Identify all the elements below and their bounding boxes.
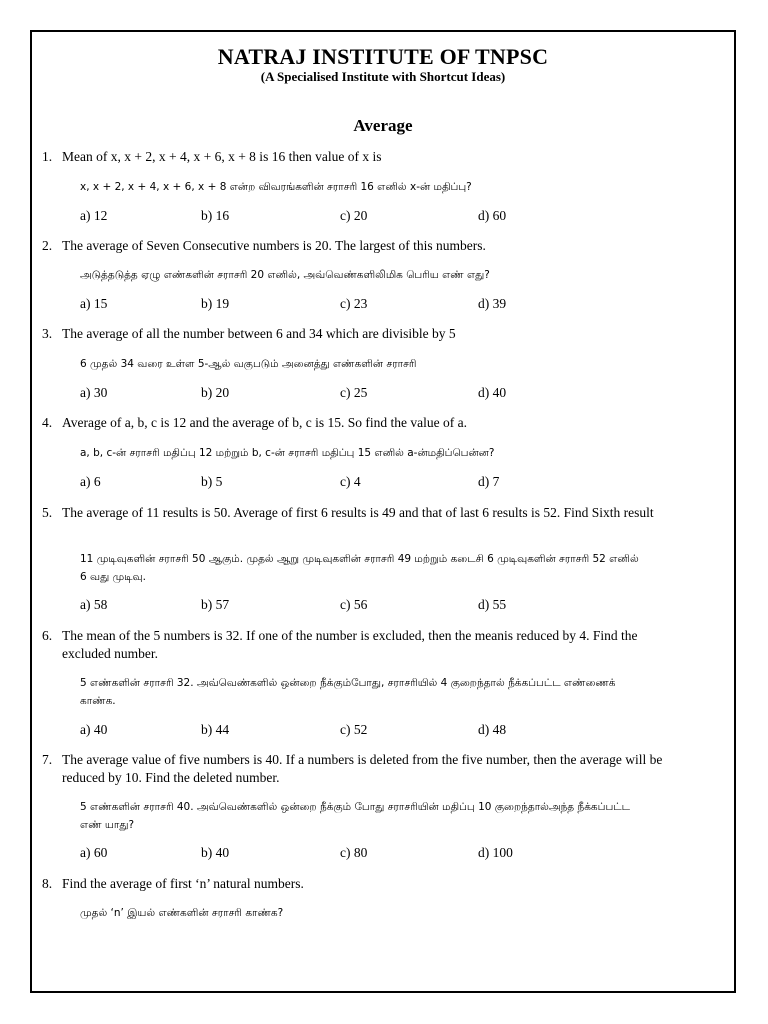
question-7 <box>42 751 684 787</box>
question-number: 5. <box>42 505 53 520</box>
question-1 <box>42 148 684 166</box>
question-7-options <box>80 845 680 863</box>
question-text-en: The average of 11 results is 50. Average of first 6 results is 49 and that of last 6 results is 52. Find Sixth result <box>62 505 654 520</box>
question-4-tamil: a, b, c-ன் சராசரி மதிப்பு 12 மற்றும் b, c-ன் சராசரி மதிப்பு 15 எனில் a-ன்மதிப்பென்ன? <box>80 447 495 459</box>
institute-subtitle: (A Specialised Institute with Shortcut Ideas) <box>260 69 506 84</box>
question-text-en: The average of all the number between 6 and 34 which are divisible by 5 <box>62 326 456 341</box>
option-c: c) 4 <box>340 474 361 489</box>
question-1-tamil: x, x + 2, x + 4, x + 6, x + 8 என்ற விவரங்களின் சராசரி 16 எனில் x-ன் மதிப்பு? <box>80 181 472 193</box>
question-text-en: Mean of x, x + 2, x + 4, x + 6, x + 8 is 16 then value of x is <box>62 149 382 164</box>
question-number: 7. <box>42 752 53 767</box>
option-a: a) 30 <box>80 385 108 400</box>
question-number: 6. <box>42 628 53 643</box>
question-number: 3. <box>42 326 53 341</box>
question-6 <box>42 627 684 663</box>
question-text-en: Average of a, b, c is 12 and the average of b, c is 15. So find the value of a. <box>62 415 467 430</box>
option-d: d) 48 <box>478 722 507 737</box>
option-b: b) 44 <box>201 722 230 737</box>
question-text-en: Find the average of first ‘n’ natural numbers. <box>62 876 304 891</box>
question-7-tamil: 5 எண்களின் சராசரி 40. அவ்வெண்களில் ஒன்றை நீக்கும் போது சராசரியின் மதிப்பு 10 குறைந்தால்அந்த நீக்கப்பட்ட எண் யாது? <box>80 801 630 831</box>
option-d: d) 40 <box>478 385 507 400</box>
option-c: c) 80 <box>340 845 368 860</box>
question-6-options <box>80 722 680 740</box>
question-1-options <box>80 208 680 226</box>
option-c: c) 56 <box>340 597 368 612</box>
question-4-options <box>80 474 680 492</box>
question-text-en: The average of Seven Consecutive numbers is 20. The largest of this numbers. <box>62 238 486 253</box>
option-d: d) 55 <box>478 597 507 612</box>
option-b: b) 20 <box>201 385 230 400</box>
option-d: d) 60 <box>478 208 507 223</box>
option-b: b) 5 <box>201 474 223 489</box>
question-text-en: The mean of the 5 numbers is 32. If one of the number is excluded, then the meanis reduced by 4. Find the excluded number. <box>62 628 638 661</box>
question-number: 4. <box>42 415 53 430</box>
question-8 <box>42 875 684 893</box>
question-5 <box>42 504 684 522</box>
option-a: a) 6 <box>80 474 101 489</box>
option-b: b) 57 <box>201 597 230 612</box>
question-4 <box>42 414 684 432</box>
question-text-en: The average value of five numbers is 40. If a numbers is deleted from the five number, then the average will be reduced by 10. Find the deleted number. <box>62 752 663 785</box>
option-b: b) 19 <box>201 296 230 311</box>
institute-title: NATRAJ INSTITUTE OF TNPSC <box>217 44 549 69</box>
question-2-tamil: அடுத்தடுத்த ஏழு எண்களின் சராசரி 20 எனில், அவ்வெண்களிலிமிக பெரிய எண் எது? <box>80 269 490 281</box>
question-5-tamil: 11 முடிவுகளின் சராசரி 50 ஆகும். முதல் ஆறு முடிவுகளின் சராசரி 49 மற்றும் கடைசி 6 முடிவுகளின் சராசரி 52 எனில் 6 வது முடிவு. <box>80 553 639 583</box>
option-a: a) 40 <box>80 722 108 737</box>
option-a: a) 15 <box>80 296 108 311</box>
option-c: c) 52 <box>340 722 368 737</box>
question-8-tamil: முதல் ‘n’ இயல் எண்களின் சராசரி காண்க? <box>80 907 284 919</box>
question-3 <box>42 325 684 343</box>
option-d: d) 39 <box>478 296 507 311</box>
question-2-options <box>80 296 680 314</box>
question-3-tamil: 6 முதல் 34 வரை உள்ள 5-ஆல் வகுபடும் அனைத்து எண்களின் சராசரி <box>80 358 417 370</box>
option-d: d) 100 <box>478 845 513 860</box>
option-c: c) 20 <box>340 208 368 223</box>
topic-heading: Average <box>353 116 413 135</box>
option-c: c) 23 <box>340 296 368 311</box>
option-d: d) 7 <box>478 474 500 489</box>
question-5-options <box>80 597 680 615</box>
option-a: a) 58 <box>80 597 108 612</box>
option-b: b) 40 <box>201 845 230 860</box>
option-b: b) 16 <box>201 208 230 223</box>
question-number: 2. <box>42 238 53 253</box>
question-6-tamil: 5 எண்களின் சராசரி 32. அவ்வெண்களில் ஒன்றை நீக்கும்போது, சராசரியில் 4 குறைந்தால் நீக்கப்பட்ட எண்ணைக் காண்க. <box>80 677 616 707</box>
question-number: 1. <box>42 149 53 164</box>
option-c: c) 25 <box>340 385 368 400</box>
question-number: 8. <box>42 876 53 891</box>
option-a: a) 12 <box>80 208 108 223</box>
option-a: a) 60 <box>80 845 108 860</box>
question-3-options <box>80 385 680 403</box>
question-2 <box>42 237 684 255</box>
